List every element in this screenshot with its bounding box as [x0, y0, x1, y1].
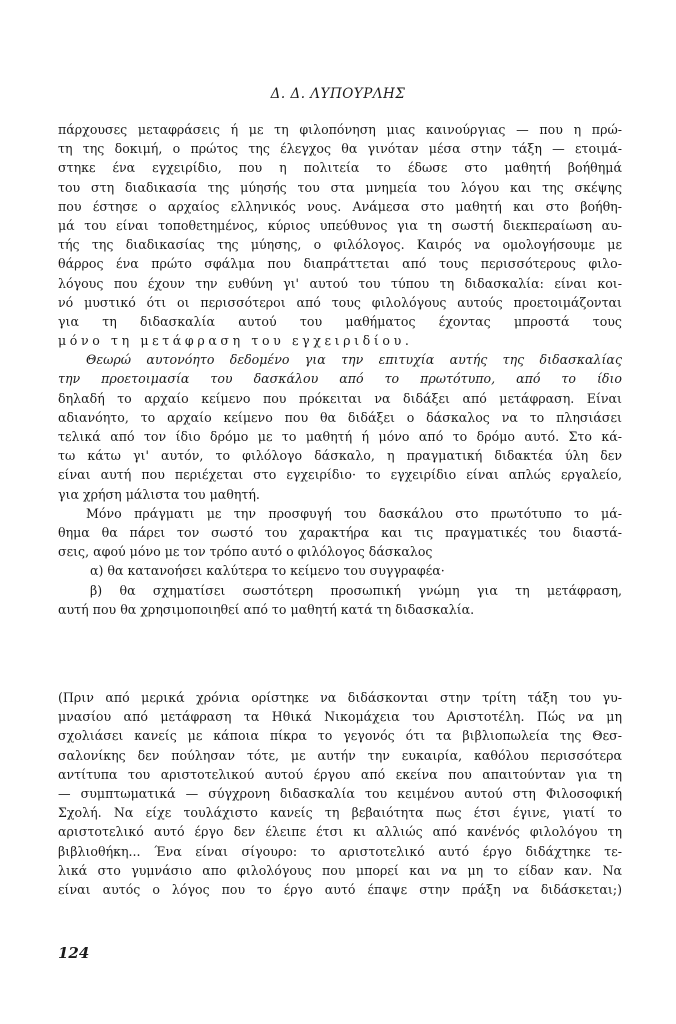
page-number: 124 — [58, 944, 90, 962]
running-head: Δ. Δ. ΛΥΠΟΥΡΛΗΣ — [270, 86, 406, 102]
text-line: τελικά από τον ίδιο δρόμο με το μαθητή ή μόνο από το δρόμο αυτό. Στο κά- — [58, 429, 622, 444]
text-line: λόγους που έχουν την ευθύνη γι' αυτού του τύπου τη διδασκαλία: είναι κοι- — [58, 275, 622, 291]
text-line: του στη διαδικασία της μύησής του στα μνημεία του λόγου και της σκέψης — [58, 179, 622, 195]
text-line: Σχολή. Να είχε τουλάχιστο κανείς τη βεβαιότητα πως έτσι έγινε, γιατί το — [58, 805, 622, 821]
text-line: αυτή που θα χρησιμοποιηθεί από το μαθητή κατά τη διδασκαλία. — [58, 601, 475, 617]
text-line: μά του είναι τοποθετημένος, κύριος υπεύθυνος για τη σωστή διεκπεραίωση αυ- — [58, 217, 622, 233]
text-line: λικά στο γυμνάσιο απο φιλολόγους που μπορεί και να μη το είδαν καν. Να — [58, 862, 622, 878]
text-line: πάρχουσες μεταφράσεις ή με τη φιλοπόνηση μιας καινούργιας — που η πρώ- — [58, 122, 622, 137]
text-line: δηλαδή το αρχαίο κείμενο που πρόκειται να διδάξει από μετάφραση. Είναι — [58, 390, 622, 406]
text-line: για χρήση μάλιστα του μαθητή. — [58, 486, 260, 502]
text-line: που έστησε ο αρχαίος ελληνικός νους. Ανάμεσα στο μαθητή και στο βοήθη- — [58, 198, 622, 214]
text-line: για τη διδασκαλία αυτού του μαθήματος έχοντας μπροστά τους — [58, 313, 622, 329]
text-line: αριστοτελικό αυτό έργο δεν έλειπε έτσι κι αλλιώς από κανένός φιλολόγου τη — [58, 824, 622, 840]
text-line: αδιανόητο, το αρχαίο κείμενο που θα διδάξει ο δάσκαλος να το πλησιάσει — [58, 409, 622, 425]
text-line: είναι αυτός ο λόγος που το έργο αυτό έπαψε στην πράξη να διδάσκεται;) — [58, 881, 622, 897]
text-line: βιβλιοθήκη... Ένα είναι σίγουρο: το αριστοτελικό αυτό έργο διδάχτηκε τε- — [58, 843, 622, 859]
text-line: (Πριν από μερικά χρόνια ορίστηκε να διδάσκονται στην τρίτη τάξη του γυ- — [58, 690, 622, 705]
text-line-spaced: μόνο τη μετάφραση του εγχειριδίου. — [58, 333, 413, 349]
text-line: — συμπτωματικά — σύγχρονη διδασκαλία του κειμένου αυτού στη Φιλοσοφική — [58, 785, 622, 801]
text-line: σαλονίκης δεν πούλησαν τότε, με αυτήν την ευκαιρία, καθόλου περισσότερα — [58, 747, 622, 763]
parenthetical-note-block — [58, 688, 622, 899]
text-line: σεις, αφού μόνο με τον τρόπο αυτό ο φιλόλογος δάσκαλος — [58, 544, 433, 560]
text-line: αντίτυπα του αριστοτελικού αυτού έργου από εκείνα που απαιτούνταν για τη — [58, 766, 622, 782]
main-text-block — [58, 120, 622, 619]
text-line: τής της διαδικασίας της μύησης, ο φιλόλογος. Καιρός να ομολογήσουμε με — [58, 237, 622, 253]
text-line: τω κάτω γι' αυτόν, το φιλόλογο δάσκαλο, η πραγματική διδακτέα ύλη δεν — [58, 448, 622, 464]
text-line: τη της δοκιμή, ο πρώτος της έλεγχος θα γινόταν μέσα στην τάξη — ετοιμά- — [58, 141, 622, 157]
text-line: την προετοιμασία του δασκάλου από το πρωτότυπο, από το ίδιο — [58, 371, 622, 387]
list-item-a: α) θα κατανοήσει καλύτερα το κείμενο του συγγραφέα· — [90, 563, 445, 579]
paragraph-start-line: Μόνο πράγματι με την προσφυγή του δασκάλου στο πρωτότυπο το μά- — [86, 505, 622, 521]
text-line: είναι αυτή που περιέχεται στο εγχειρίδιο· το εγχειρίδιο είναι απλώς εργαλείο, — [58, 467, 622, 483]
paragraph-start-line: Θεωρώ αυτονόητο δεδομένο για την επιτυχία αυτής της διδασκαλίας — [86, 352, 622, 368]
text-line: νό μυστικό ότι οι περισσότεροι από τους φιλολόγους αυτούς προετοιμάζονται — [58, 294, 622, 310]
list-item-b: β) θα σχηματίσει σωστότερη προσωπική γνώμη για τη μετάφραση, — [90, 582, 622, 598]
text-line: μνασίου από μετάφραση τα Ηθικά Νικομάχεια του Αριστοτέλη. Πώς να μη — [58, 709, 622, 725]
text-line: θημα θα πάρει τον σωστό του χαρακτήρα και τις πραγματικές του διαστά- — [58, 524, 622, 540]
text-line: σχολιάσει κανείς με κάποια πίκρα το γεγονός ότι τα βιβλιοπωλεία της Θεσ- — [58, 728, 622, 744]
text-line: θάρρος ένα πρώτο σφάλμα που διαπράττεται από τους περισσότερους φιλο- — [58, 256, 622, 272]
text-line: στηκε ένα εγχειρίδιο, που η πολιτεία το έδωσε στο μαθητή βοήθημά — [58, 160, 622, 176]
